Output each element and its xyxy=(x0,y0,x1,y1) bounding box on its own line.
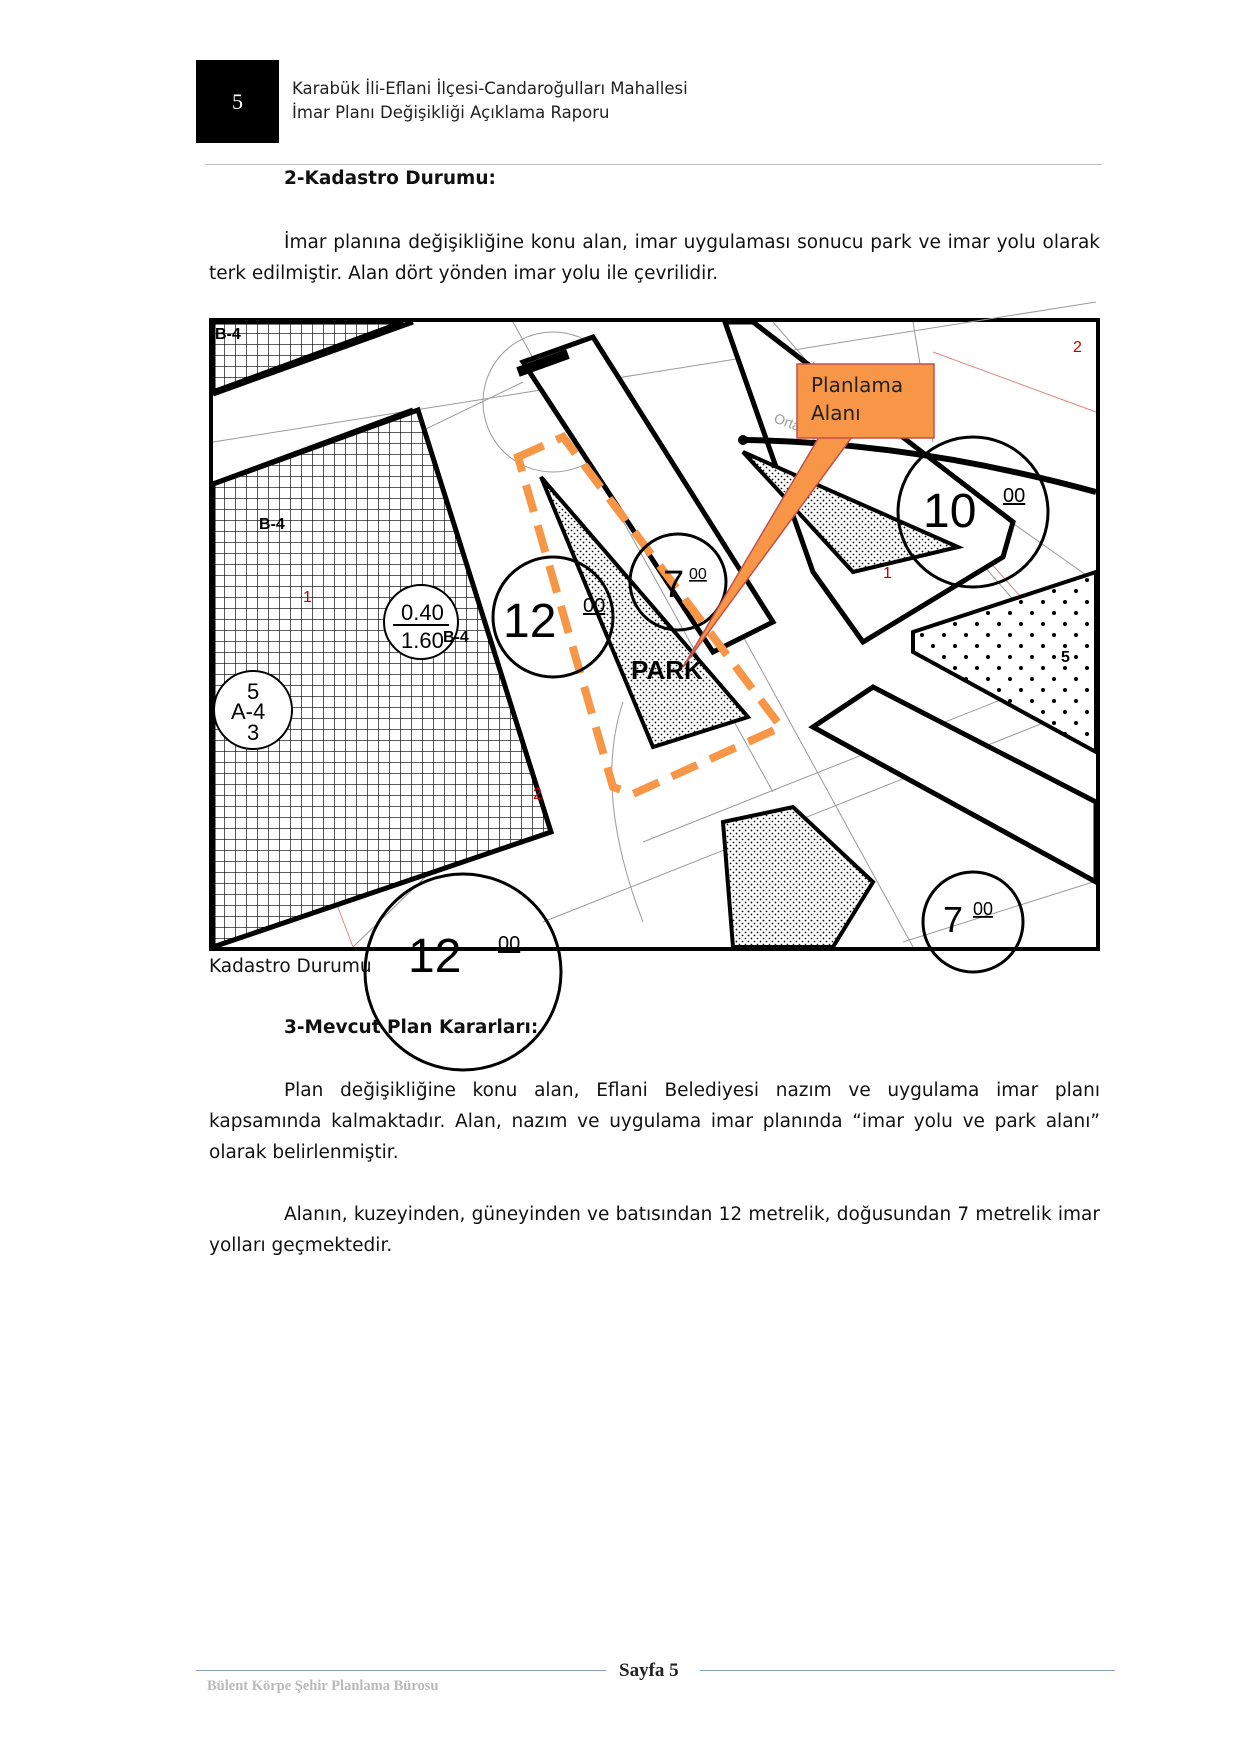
header-page-number: 5 xyxy=(232,88,243,114)
road-width-circle-bottom xyxy=(365,874,561,1070)
road-number-10-sup: 00 xyxy=(1003,485,1026,507)
survey-point xyxy=(738,435,748,445)
callout-text-line1: Planlama xyxy=(811,373,904,397)
parcel-number-1b: 1 xyxy=(883,565,892,582)
zone-a4-top: 5 xyxy=(247,679,260,704)
page-number-box xyxy=(196,60,279,143)
road-width-circle-7b xyxy=(923,872,1023,972)
parcel-number-2a: 2 xyxy=(1073,339,1082,356)
footer-divider-left xyxy=(196,1670,606,1671)
footer-divider-right xyxy=(700,1670,1115,1671)
road-number-12-sup: 00 xyxy=(583,595,606,617)
road-number-bottom-sup: 00 xyxy=(498,933,521,955)
callout-text-line2: Alanı xyxy=(811,401,861,425)
zone-a4-mid: A-4 xyxy=(231,699,266,724)
label-b4-left: B-4 xyxy=(259,516,285,533)
parcel-number-1a: 1 xyxy=(303,589,312,606)
report-title-line2: İmar Planı Değişikliği Açıklama Raporu xyxy=(292,103,610,122)
section3-paragraph2: Alanın, kuzeyinden, güneyinden ve batısından 12 metrelik, doğusundan 7 metrelik imar yolları geçmektedir. xyxy=(209,1204,1100,1256)
road-number-7: 7 xyxy=(663,564,685,606)
header-divider xyxy=(205,164,1102,165)
density-ratio-top: 0.40 xyxy=(401,600,444,625)
label-b4-middle: B-4 xyxy=(443,629,469,646)
park-label: PARK xyxy=(631,655,703,685)
report-title-line1: Karabük İli-Eflani İlçesi-Candaroğulları Mahallesi xyxy=(292,79,688,98)
footer-page-number: Sayfa 5 xyxy=(619,1660,679,1681)
zone-a4-bottom: 3 xyxy=(247,720,260,745)
report-title xyxy=(292,77,688,125)
section2-heading: 2-Kadastro Durumu: xyxy=(284,168,496,189)
section3-heading: 3-Mevcut Plan Kararları: xyxy=(284,1017,539,1038)
label-b4-top: B-4 xyxy=(215,326,241,343)
figure-caption: Kadastro Durumu xyxy=(209,956,372,977)
road-number-12: 12 xyxy=(503,595,557,648)
density-ratio-bottom: 1.60 xyxy=(401,628,444,653)
road-number-7b: 7 xyxy=(943,899,964,940)
dotted-area-bottom xyxy=(723,807,873,947)
section3-paragraph1: Plan değişikliğine konu alan, Eflani Belediyesi nazım ve uygulama imar planı kapsamında kalmaktadır. Alan, nazım ve uygulama imar planında “imar yolu ve park alanı” olarak belirlenmiştir. xyxy=(209,1080,1100,1163)
road-number-bottom: 12 xyxy=(408,930,462,983)
road-number-10: 10 xyxy=(923,485,977,538)
footer-office-name: Bülent Körpe Şehir Planlama Bürosu xyxy=(207,1678,439,1694)
road-number-7-sup: 00 xyxy=(689,566,707,583)
label-5: 5 xyxy=(1061,649,1070,666)
parcel-number-2b: 2 xyxy=(533,786,542,803)
road-number-7b-sup: 00 xyxy=(973,899,994,919)
section2-paragraph: İmar planına değişikliğine konu alan, imar uygulaması sonucu park ve imar yolu olarak terk edilmiştir. Alan dört yönden imar yolu ile çevrilidir. xyxy=(209,232,1100,284)
